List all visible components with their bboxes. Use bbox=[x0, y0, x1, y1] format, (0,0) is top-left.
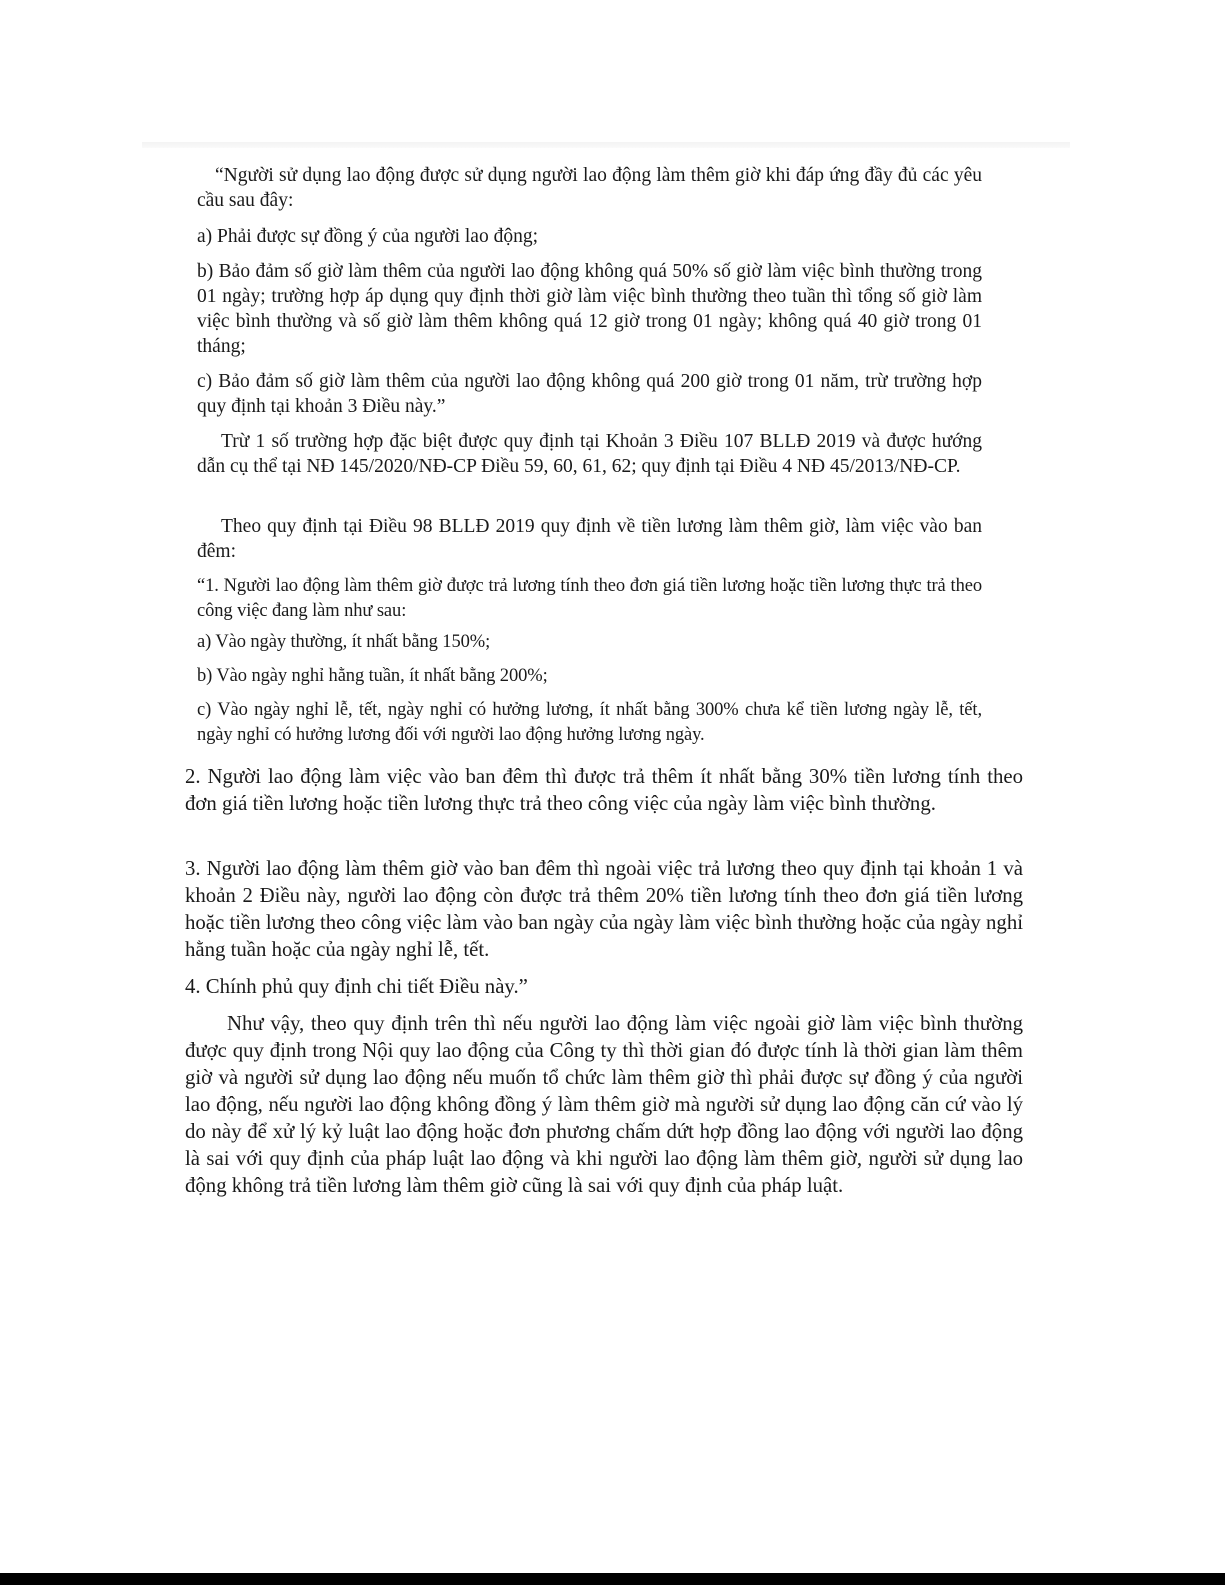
paragraph-conclusion: Như vậy, theo quy định trên thì nếu người lao động làm việc ngoài giờ làm việc bình thường được quy định trong Nội quy lao động của Công ty thì thời gian đó được tính là thời gian làm thêm giờ và người sử dụng lao động nếu muốn tổ chức làm thêm giờ thì phải được sự đồng ý của người lao động, nếu người lao động không đồng ý làm thêm giờ mà người sử dụng lao động căn cứ vào lý do này để xử lý kỷ luật lao động hoặc đơn phương chấm dứt hợp đồng lao động với người lao động là sai với quy định của pháp luật lao động và khi người lao động làm thêm giờ, người sử dụng lao động không trả tiền lương làm thêm giờ cũng là sai với quy định của pháp luật. bbox=[185, 1012, 1023, 1197]
paragraph-clause-3-night-overtime: 3. Người lao động làm thêm giờ vào ban đêm thì ngoài việc trả lương theo quy định tại khoản 1 và khoản 2 Điều này, người lao động còn được trả thêm 20% tiền lương tính theo đơn giá tiền lương hoặc tiền lương theo công việc làm vào ban ngày của ngày làm việc bình thường hoặc của ngày nghỉ hằng tuần hoặc của ngày nghỉ lễ, tết. bbox=[185, 857, 1023, 961]
paragraph-clause-4-government: 4. Chính phủ quy định chi tiết Điều này.” bbox=[185, 975, 528, 998]
paragraph-clause-1-a-weekday: a) Vào ngày thường, ít nhất bằng 150%; bbox=[197, 632, 491, 652]
paragraph-article-98-intro: Theo quy định tại Điều 98 BLLĐ 2019 quy định về tiền lương làm thêm giờ, làm việc vào ban đêm: bbox=[197, 516, 982, 562]
paragraph-clause-1-b-weekly-rest: b) Vào ngày nghỉ hằng tuần, ít nhất bằng 200%; bbox=[197, 666, 548, 686]
paragraph-clause-2-night-work: 2. Người lao động làm việc vào ban đêm thì được trả thêm ít nhất bằng 30% tiền lương tính theo đơn giá tiền lương hoặc tiền lương thực trả theo công việc của ngày làm việc bình thường. bbox=[185, 765, 1023, 815]
paragraph-exceptions: Trừ 1 số trường hợp đặc biệt được quy định tại Khoản 3 Điều 107 BLLĐ 2019 và được hướng dẫn cụ thể tại NĐ 145/2020/NĐ-CP Điều 59, 60, 61, 62; quy định tại Điều 4 NĐ 45/2013/NĐ-CP. bbox=[197, 431, 982, 477]
paragraph-clause-1-c-holiday: c) Vào ngày nghỉ lễ, tết, ngày nghỉ có hưởng lương, ít nhất bằng 300% chưa kể tiền lương ngày lễ, tết, ngày nghỉ có hưởng lương đối với người lao động hưởng lương ngày. bbox=[197, 700, 982, 745]
paragraph-clause-1-overtime-pay: “1. Người lao động làm thêm giờ được trả lương tính theo đơn giá tiền lương hoặc tiền lương thực trả theo công việc đang làm như sau: bbox=[197, 576, 982, 621]
page-bottom-border bbox=[0, 1573, 1225, 1585]
page-top-rule bbox=[142, 142, 1070, 148]
paragraph-item-c-annual-limit: c) Bảo đảm số giờ làm thêm của người lao động không quá 200 giờ trong 01 năm, trừ trường hợp quy định tại khoản 3 Điều này.” bbox=[197, 371, 982, 417]
paragraph-item-a-consent: a) Phải được sự đồng ý của người lao động; bbox=[197, 226, 538, 247]
paragraph-item-b-hours-limit: b) Bảo đảm số giờ làm thêm của người lao động không quá 50% số giờ làm việc bình thường trong 01 ngày; trường hợp áp dụng quy định thời giờ làm việc bình thường theo tuần thì tổng số giờ làm việc bình thường và số giờ làm thêm không quá 12 giờ trong 01 ngày; không quá 40 giờ trong 01 tháng; bbox=[197, 261, 982, 357]
paragraph-overtime-conditions: “Người sử dụng lao động được sử dụng người lao động làm thêm giờ khi đáp ứng đầy đủ các yêu cầu sau đây: bbox=[197, 165, 982, 211]
